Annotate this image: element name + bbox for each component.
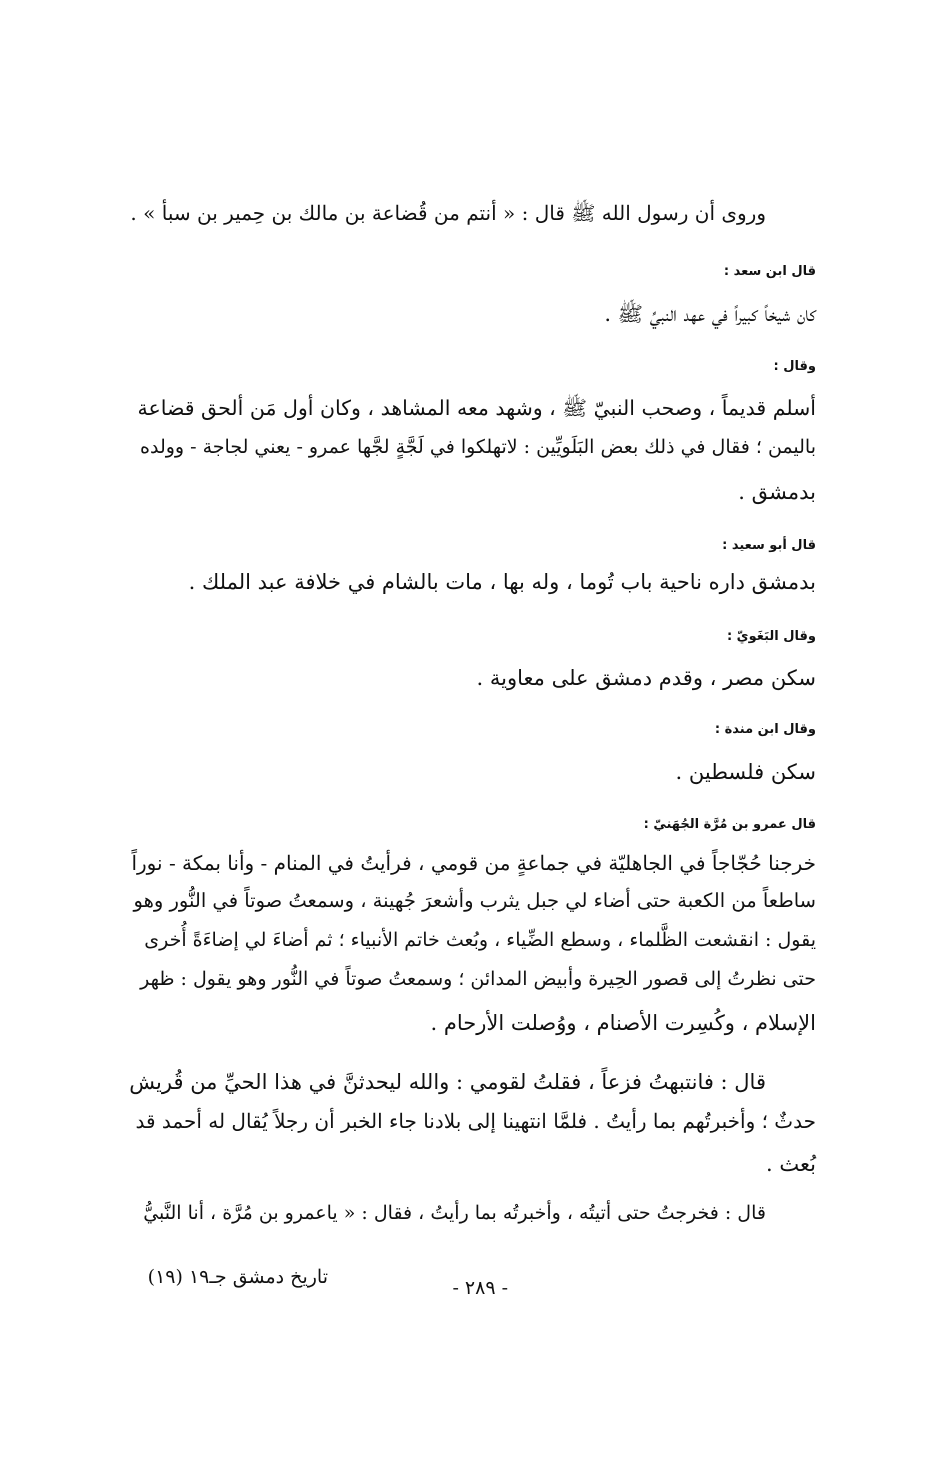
text-line: كان شيخاً كبيراً في عهد النبيِّ ﷺ . — [604, 302, 816, 326]
text-line: قال : فخرجتُ حتى أتيتُه ، وأخبرتُه بما رأيتُ ، فقال : « ياعمرو بن مُرَّة ، أنا النَّبيُّ — [143, 1202, 766, 1224]
section-heading: قال عمرو بن مُرَّة الجُهَنيّ : — [643, 817, 816, 832]
text-line: خرجنا حُجّاجاً في الجاهليّة في جماعةٍ من قومي ، فرأيتُ في المنام - وأنا بمكة - نوراً — [131, 851, 816, 875]
section-heading: قال أبو سعيد : — [722, 538, 816, 553]
section-heading: وقال : — [773, 359, 816, 374]
text-line: أسلم قديماً ، وصحب النبيّ ﷺ ، وشهد معه المشاهد ، وكان أول مَن ألحق قضاعة — [137, 396, 816, 420]
text-line: باليمن ؛ فقال في ذلك بعض البَلَويِّين : لاتهلكوا في لَجَّةٍ لجَّها عمرو - يعني لجاجة - وولده — [140, 436, 816, 458]
text-line: قال : فانتبهتُ فزعاً ، فقلتُ لقومي : والله ليحدثنَّ في هذا الحيِّ من قُريش — [129, 1070, 766, 1094]
text-line: سكن فلسطين . — [675, 760, 816, 784]
book-title-footer: تاريخ دمشق جـ١٩ (١٩) — [147, 1266, 328, 1288]
text-line: ساطعاً من الكعبة حتى أضاء لي جبل يثرب وأشعرَ جُهينة ، وسمعتُ صوتاً في النُّور وهو — [133, 889, 816, 912]
text-line: الإسلام ، وكُسِرت الأصنام ، ووُصلت الأرحام . — [430, 1011, 816, 1035]
text-line: وروى أن رسول الله ﷺ قال : « أنتم من قُضاعة بن مالك بن حِمير بن سبأ » . — [130, 201, 766, 225]
section-heading: وقال ابن مندة : — [714, 722, 816, 737]
text-line: سكن مصر ، وقدم دمشق على معاوية . — [476, 666, 816, 690]
page-number: - ٢٨٩ - — [452, 1277, 508, 1299]
text-line: يقول : انقشعت الظَّلماء ، وسطع الضِّياء ، وبُعث خاتم الأنبياء ؛ ثم أضاءَ لي إضاءَةً أُخرى — [144, 929, 816, 951]
text-line: بدمشق داره ناحية باب تُوما ، وله بها ، مات بالشام في خلافة عبد الملك . — [188, 570, 816, 594]
text-line: بُعث . — [766, 1152, 816, 1176]
text-line: بدمشق . — [738, 480, 816, 504]
section-heading: وقال البَغَويّ : — [726, 629, 816, 644]
text-line: حتى نظرتُ إلى قصور الحِيرة وأبيض المدائن ؛ وسمعتُ صوتاً في النُّور وهو يقول : ظهر — [140, 968, 816, 990]
text-line: حدثٌ ؛ وأخبرتُهم بما رأيتُ . فلمَّا انتهينا إلى بلادنا جاء الخبر أن رجلاً يُقال له أحمد قد — [135, 1109, 816, 1133]
section-heading: قال ابن سعد : — [723, 264, 816, 279]
